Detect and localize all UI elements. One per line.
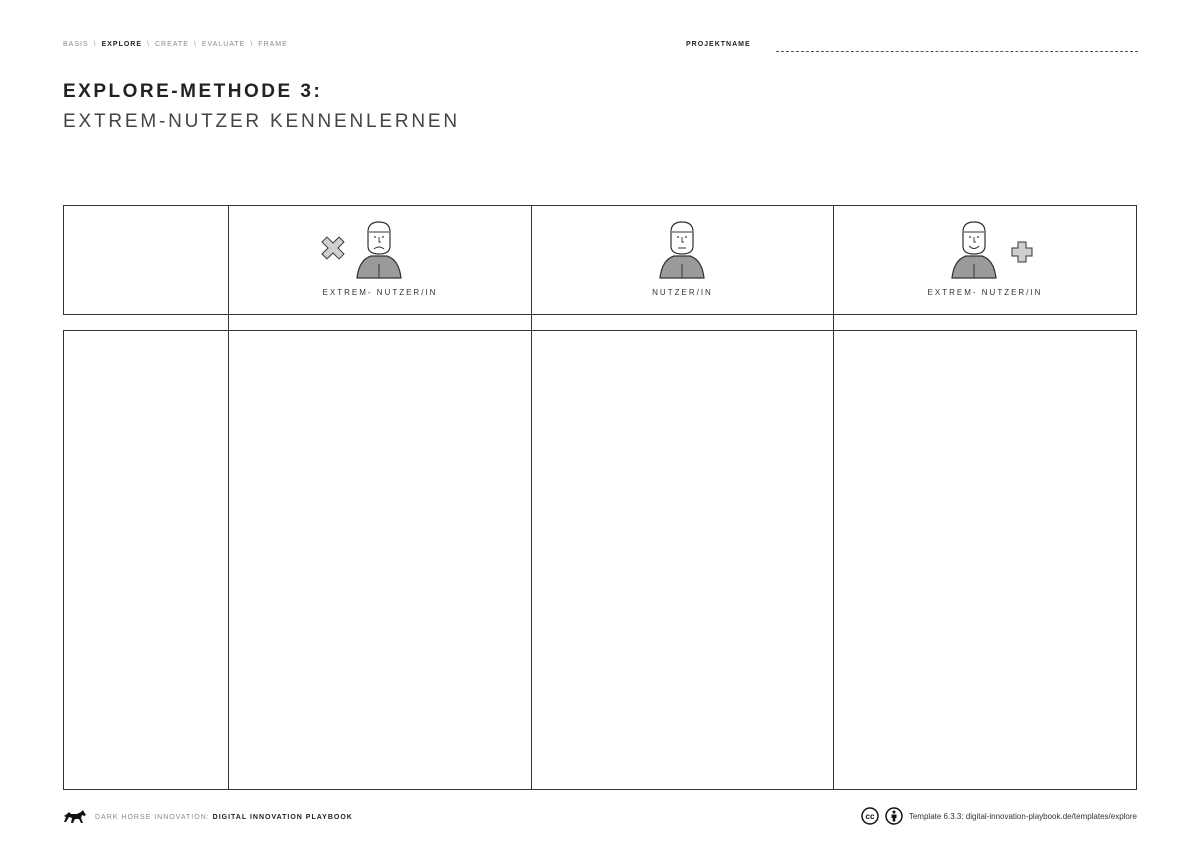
cell-extrem-positive[interactable] (834, 331, 1136, 789)
footer-brand: DARK HORSE INNOVATION: (95, 813, 210, 821)
column-header-extrem-negative (229, 206, 531, 314)
page-subtitle: EXTREM-NUTZER KENNENLERNEN (63, 111, 460, 132)
breadcrumb-item-create: CREATE (154, 41, 189, 48)
breadcrumb-separator: \ (93, 41, 97, 48)
breadcrumb-separator: \ (147, 41, 150, 48)
column-label: EXTREM- NUTZER/IN (927, 288, 1043, 297)
frowning-person-with-cross-icon (319, 218, 419, 280)
footer-license (861, 807, 1137, 825)
breadcrumb-item-explore: EXPLORE (101, 41, 143, 48)
breadcrumb (63, 41, 288, 48)
breadcrumb-item-evaluate: EVALUATE (201, 41, 246, 48)
horse-icon (63, 810, 87, 824)
cell-extrem-negative[interactable] (229, 331, 531, 789)
column-header-extrem-positive (834, 206, 1136, 314)
footer-branding (63, 810, 353, 824)
column-label: EXTREM- NUTZER/IN (322, 288, 438, 297)
row-label-cell[interactable] (64, 331, 228, 789)
smiling-person-with-plus-icon (944, 218, 1044, 280)
breadcrumb-separator: \ (193, 41, 197, 48)
breadcrumb-item-frame: FRAME (258, 41, 288, 48)
column-label: NUTZER/IN (652, 288, 713, 297)
page-title: EXPLORE-METHODE 3: (63, 81, 323, 102)
column-header-nutzer (532, 206, 833, 314)
breadcrumb-separator: \ (250, 41, 254, 48)
cell-nutzer[interactable] (532, 331, 833, 789)
attribution-icon (885, 807, 903, 825)
footer-brand-bold: DIGITAL INNOVATION PLAYBOOK (212, 813, 353, 821)
projektname-field[interactable] (776, 51, 1138, 52)
template-reference: Template 6.3.3: digital-innovation-playbook.de/templates/explore (908, 811, 1137, 821)
cc-icon (861, 807, 879, 825)
neutral-person-icon (652, 218, 712, 280)
svg-text:cc: cc (865, 812, 875, 821)
breadcrumb-item-basis: BASIS (63, 41, 89, 48)
projektname-label: PROJEKTNAME (686, 41, 751, 48)
